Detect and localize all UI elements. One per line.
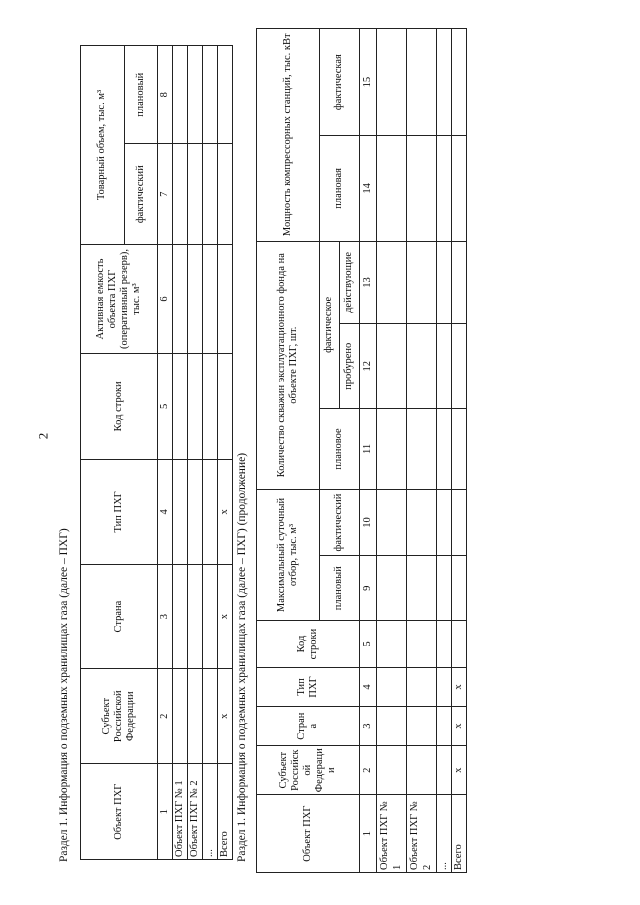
section2-table (256, 28, 467, 873)
row-object-name: ... (203, 764, 218, 860)
cell (173, 459, 188, 565)
section2-table-wrap (256, 28, 467, 873)
cell (173, 144, 188, 245)
cell (377, 489, 407, 556)
cell (407, 136, 437, 241)
header-planned: плановый (125, 46, 158, 144)
cell (452, 241, 467, 324)
cell: х (452, 746, 467, 795)
section1-title: Раздел 1. Информация о подземных хранилищах газа (далее – ПХГ) (58, 528, 70, 862)
cell (437, 621, 452, 668)
col-num: 8 (158, 46, 173, 144)
header-object: Объект ПХГ (257, 795, 360, 873)
cell (203, 244, 218, 353)
header-actual: фактический (125, 144, 158, 245)
col-num: 1 (158, 764, 173, 860)
cell (407, 324, 437, 409)
cell (377, 324, 407, 409)
row-object-name: Всего (218, 764, 233, 860)
column-numbers-row (158, 46, 173, 860)
cell (452, 136, 467, 241)
cell (437, 241, 452, 324)
header-volume: Товарный объем, тыс. м³ (81, 46, 125, 245)
cell (407, 556, 437, 621)
header-actual-f: фактическая (320, 29, 360, 136)
cell (452, 621, 467, 668)
cell (407, 489, 437, 556)
header-actual-n: фактическое (320, 241, 340, 409)
cell (218, 144, 233, 245)
header-max-withdrawal: Максимальный суточный отбор, тыс. м³ (257, 489, 320, 620)
col-num: 3 (158, 565, 173, 669)
cell (188, 144, 203, 245)
header-planned-m: плановый (320, 556, 360, 621)
cell (377, 667, 407, 706)
cell (203, 669, 218, 764)
cell (452, 409, 467, 490)
cell (437, 489, 452, 556)
cell (218, 354, 233, 460)
cell: х (218, 669, 233, 764)
cell (173, 669, 188, 764)
page-number: 2 (35, 432, 51, 440)
header-active: действующие (340, 241, 360, 324)
cell: х (452, 667, 467, 706)
cell (173, 354, 188, 460)
cell (203, 46, 218, 144)
col-num: 6 (158, 244, 173, 353)
header-country: Страна (81, 565, 158, 669)
section2-title: Раздел 1. Информация о подземных хранилищах газа (далее – ПХГ) (продолжение) (236, 452, 248, 862)
cell (407, 707, 437, 746)
col-num: 9 (360, 556, 377, 621)
header-type: Тип ПХГ (81, 459, 158, 565)
cell (188, 565, 203, 669)
header-type: Тип ПХГ (257, 667, 360, 706)
cell (437, 746, 452, 795)
col-num: 10 (360, 489, 377, 556)
cell (437, 324, 452, 409)
row-object-name: Объект ПХГ № 1 (377, 795, 407, 873)
col-num: 2 (158, 669, 173, 764)
cell (377, 621, 407, 668)
table-row (437, 29, 452, 873)
cell (188, 354, 203, 460)
cell (437, 136, 452, 241)
col-num: 2 (360, 746, 377, 795)
section1-table-wrap (80, 45, 233, 860)
row-object-name: Всего (452, 795, 467, 873)
cell (377, 707, 407, 746)
table-row (173, 46, 188, 860)
header-power: Мощность компрессорных станций, тыс. кВт (257, 29, 320, 242)
header-subject: Субъект Российск ой Федераци и (257, 746, 360, 795)
cell (173, 244, 188, 353)
row-object-name: Объект ПХГ № 2 (188, 764, 203, 860)
cell (407, 409, 437, 490)
col-num: 5 (360, 621, 377, 668)
cell (377, 241, 407, 324)
table-row (203, 46, 218, 860)
cell (407, 241, 437, 324)
table-row-total (452, 29, 467, 873)
col-num: 4 (360, 667, 377, 706)
cell (452, 556, 467, 621)
cell (437, 409, 452, 490)
header-planned-f: плановая (320, 136, 360, 241)
cell (452, 324, 467, 409)
table-row (377, 29, 407, 873)
cell (218, 46, 233, 144)
header-country: Стран а (257, 707, 360, 746)
col-num: 4 (158, 459, 173, 565)
cell (407, 746, 437, 795)
col-num: 11 (360, 409, 377, 490)
cell (407, 667, 437, 706)
table-row-total (218, 46, 233, 860)
cell (407, 621, 437, 668)
header-subject: Субъект Российской Федерации (81, 669, 158, 764)
cell (377, 409, 407, 490)
cell (407, 29, 437, 136)
table-row (188, 46, 203, 860)
cell (203, 565, 218, 669)
row-object-name: Объект ПХГ № 1 (173, 764, 188, 860)
cell (437, 707, 452, 746)
cell (218, 244, 233, 353)
header-object: Объект ПХГ (81, 764, 158, 860)
table-row (407, 29, 437, 873)
cell (437, 29, 452, 136)
cell (188, 46, 203, 144)
col-num: 7 (158, 144, 173, 245)
cell (377, 746, 407, 795)
header-code: Код строки (81, 354, 158, 460)
row-object-name: Объект ПХГ № 2 (407, 795, 437, 873)
col-num: 1 (360, 795, 377, 873)
row-object-name: ... (437, 795, 452, 873)
cell (377, 136, 407, 241)
cell (188, 244, 203, 353)
col-num: 13 (360, 241, 377, 324)
cell (203, 144, 218, 245)
column-numbers-row (360, 29, 377, 873)
header-actual-m: фактический (320, 489, 360, 556)
col-num: 3 (360, 707, 377, 746)
cell (203, 354, 218, 460)
section1-table (80, 45, 233, 860)
header-capacity: Активная емкость объекта ПХГ (оперативный резерв), тыс. м³ (81, 244, 158, 353)
cell: х (218, 565, 233, 669)
cell (203, 459, 218, 565)
cell (452, 489, 467, 556)
cell: х (218, 459, 233, 565)
header-planned-n: плановое (320, 409, 360, 490)
cell (173, 565, 188, 669)
header-wells: Количество скважин эксплуатационного фонда на объекте ПХГ, шт. (257, 241, 320, 489)
header-drilled: пробурено (340, 324, 360, 409)
col-num: 15 (360, 29, 377, 136)
cell (188, 669, 203, 764)
cell (437, 556, 452, 621)
col-num: 14 (360, 136, 377, 241)
cell (452, 29, 467, 136)
cell (188, 459, 203, 565)
col-num: 5 (158, 354, 173, 460)
cell (377, 556, 407, 621)
col-num: 12 (360, 324, 377, 409)
cell (173, 46, 188, 144)
header-code: Код строки (257, 621, 360, 668)
cell (437, 667, 452, 706)
cell (377, 29, 407, 136)
cell: х (452, 707, 467, 746)
